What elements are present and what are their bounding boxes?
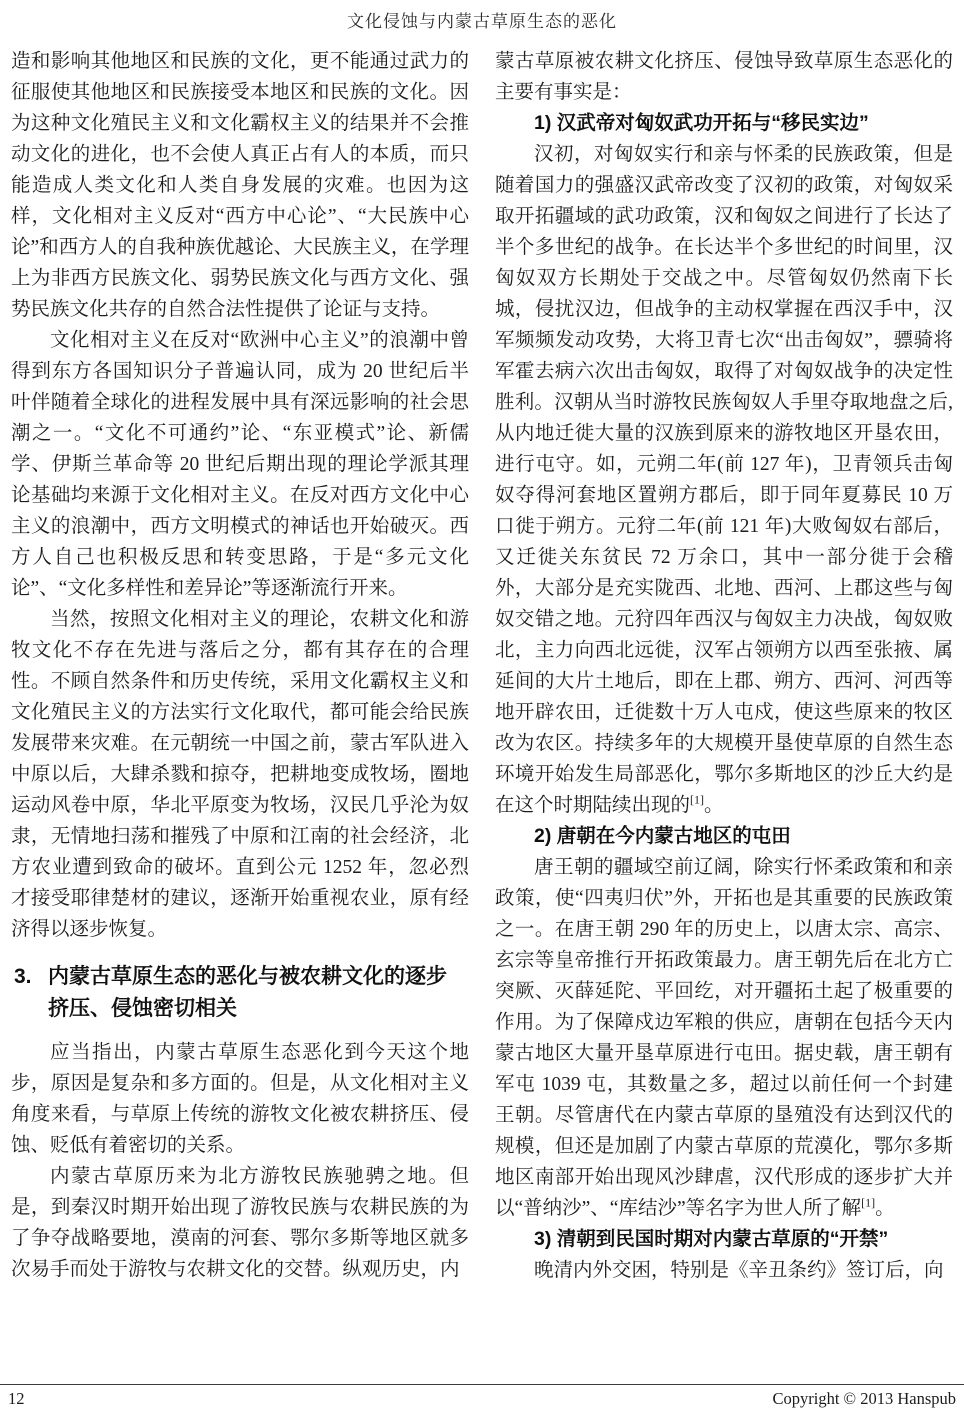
two-column-body bbox=[0, 46, 964, 1286]
subsection-heading: 2) 唐朝在今内蒙古地区的屯田 bbox=[534, 825, 791, 847]
paragraph-text: 唐王朝的疆域空前辽阔，除实行怀柔政策和和亲政策，使“四夷归伏”外，开拓也是其重要的民族政策之一。在唐王朝 290 年的历史上，以唐太宗、高宗、玄宗等皇帝推行开拓政策最力。唐王朝先后在北方亡突厥、灭薛延陀、平回纥，对开疆拓土起了极重要的作用。为了保障戍边军粮的供应，唐朝在包括今天内蒙古地区大量开垦草原进行屯田。据史载，唐王朝有军屯 1039 屯，其数量之多，超过以前任何一个封建王朝。尽管唐代在内蒙古草原的垦殖没有达到汉代的规模，但还是加剧了内蒙古草原的荒漠化，鄂尔多斯地区南部开始出现风沙肆虐，汉代形成的逐步扩大并以“普纳沙”、“库结沙”等名字为世人所了解 bbox=[495, 857, 953, 1219]
paragraph bbox=[495, 852, 953, 1224]
paragraph: 蒙古草原被农耕文化挤压、侵蚀导致草原生态恶化的主要有事实是： bbox=[495, 51, 953, 103]
section-number: 3. bbox=[14, 965, 32, 988]
citation-ref: [1] bbox=[690, 792, 705, 807]
right-column bbox=[495, 46, 953, 1286]
paragraph-text: 。 bbox=[875, 1198, 895, 1219]
paragraph: 内蒙古草原历来为北方游牧民族驰骋之地。但是，到秦汉时期开始出现了游牧民族与农耕民族的为了争夺战略要地，漠南的河套、鄂尔多斯等地区就多次易手而处于游牧与农耕文化的交替。纵观历史，内 bbox=[11, 1166, 469, 1280]
paragraph-text: 汉初，对匈奴实行和亲与怀柔的民族政策，但是随着国力的强盛汉武帝改变了汉初的政策，对匈奴采取开拓疆域的武功政策，汉和匈奴之间进行了长达了半个多世纪的战争。在长达半个多世纪的时间里，汉匈奴双方长期处于交战之中。尽管匈奴仍然南下长城，侵扰汉边，但战争的主动权掌握在西汉手中，汉军频频发动攻势，大将卫青七次“出击匈奴”，骠骑将军霍去病六次出击匈奴，取得了对匈奴战争的决定性胜利。汉朝从当时游牧民族匈奴人手里夺取地盘之后,从内地迁徙大量的汉族到原来的游牧地区开垦农田，进行屯守。如，元朔二年(前 127 年)，卫青领兵击匈奴夺得河套地区置朔方郡后，即于同年夏募民 10 万口徙于朔方。元狩二年(前 121 年)大败匈奴右部后，又迁徙关东贫民 72 万余口，其中一部分徙于会稽外，大部分是充实陇西、北地、西河、上郡这些与匈奴交错之地。元狩四年西汉与匈奴主力决战，匈奴败北，主力向西北远徙，汉军占领朔方以西至张掖、属延间的大片土地后，即在上郡、朔方、西河、河西等地开辟农田，迁徙数十万人屯戍，使这些原来的牧区改为农区。持续多年的大规模开垦使草原的自然生态环境开始发生局部恶化，鄂尔多斯地区的沙丘大约是在这个时期陆续出现的 bbox=[495, 144, 953, 816]
paragraph bbox=[495, 139, 953, 821]
paragraph-text: 。 bbox=[704, 795, 724, 816]
paragraph: 当然，按照文化相对主义的理论，农耕文化和游牧文化不存在先进与落后之分，都有其存在的合理性。不顾自然条件和历史传统，采用文化霸权主义和文化殖民主义的方法实行文化取代，都可能会给民族发展带来灾难。在元朝统一中国之前，蒙古军队进入中原以后，大肆杀戮和掠夺，把耕地变成牧场，圈地运动风卷中原，华北平原变为牧场，汉民几乎沦为奴隶，无情地扫荡和摧残了中原和江南的社会经济，北方农业遭到致命的破坏。直到公元 1252 年，忽必烈才接受耶律楚材的建议，逐渐开始重视农业，原有经济得以逐步恢复。 bbox=[11, 609, 469, 940]
page-footer bbox=[0, 1384, 964, 1409]
paragraph: 应当指出，内蒙古草原生态恶化到今天这个地步，原因是复杂和多方面的。但是，从文化相对主义角度来看，与草原上传统的游牧文化被农耕挤压、侵蚀、贬低有着密切的关系。 bbox=[11, 1042, 469, 1156]
subsection-heading: 3) 清朝到民国时期对内蒙古草原的“开禁” bbox=[534, 1228, 889, 1250]
paragraph: 晚清内外交困，特别是《辛丑条约》签订后，向 bbox=[534, 1260, 944, 1281]
subsection-heading: 1) 汉武帝对匈奴武功开拓与“移民实边” bbox=[534, 112, 869, 134]
paper-title: 文化侵蚀与内蒙古草原生态的恶化 bbox=[347, 12, 617, 31]
copyright: Copyright © 2013 Hanspub bbox=[772, 1389, 956, 1408]
paragraph: 造和影响其他地区和民族的文化，更不能通过武力的征服使其他地区和民族接受本地区和民族的文化。因为这种文化殖民主义和文化霸权主义的结果并不会推动文化的进化，也不会使人真正占有人的本质，而只能造成人类文化和人类自身发展的灾难。也因为这样，文化相对主义反对“西方中心论”、“大民族中心论”和西方人的自我种族优越论、大民族主义，在学理上为非西方民族文化、弱势民族文化与西方文化、强势民族文化共存的自然合法性提供了论证与支持。 bbox=[11, 51, 469, 320]
running-head bbox=[0, 0, 964, 32]
section-heading bbox=[11, 961, 469, 1025]
paragraph: 文化相对主义在反对“欧洲中心主义”的浪潮中曾得到东方各国知识分子普遍认同，成为 20 世纪后半叶伴随着全球化的进程发展中具有深远影响的社会思潮之一。“文化不可通约”论、“东亚模式”论、新儒学、伊斯兰革命等 20 世纪后期出现的理论学派其理论基础均来源于文化相对主义。在反对西方文化中心主义的浪潮中，西方文明模式的神话也开始破灭。西方人自己也积极反思和转变思路，于是“多元文化论”、“文化多样性和差异论”等逐渐流行开来。 bbox=[11, 330, 469, 599]
citation-ref: [1] bbox=[861, 1195, 876, 1210]
left-column bbox=[11, 46, 469, 1286]
section-title: 内蒙古草原生态的恶化与被农耕文化的逐步挤压、侵蚀密切相关 bbox=[48, 965, 447, 1020]
page-number: 12 bbox=[8, 1389, 25, 1408]
